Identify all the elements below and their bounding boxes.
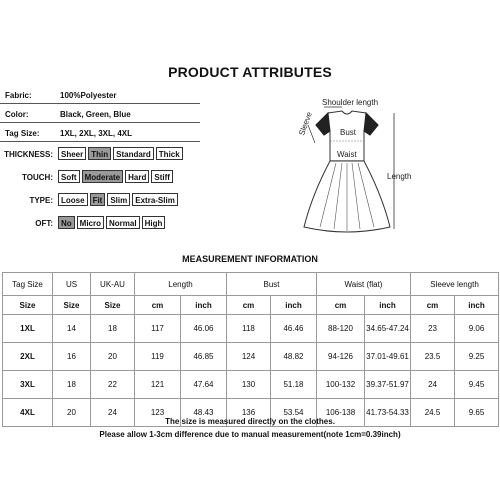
measurement-title: MEASUREMENT INFORMATION xyxy=(182,254,318,264)
table-row xyxy=(3,371,499,399)
table-cell: 53.54 xyxy=(271,399,317,427)
table-cell: 24 xyxy=(91,399,135,427)
label-bust: Bust xyxy=(340,128,357,137)
table-cell: 2XL xyxy=(3,343,53,371)
table-cell: 16 xyxy=(53,343,91,371)
table-cell: 3XL xyxy=(3,371,53,399)
table-subheader-row xyxy=(3,296,499,315)
measurement-table xyxy=(2,272,499,427)
table-cell: 51.18 xyxy=(271,371,317,399)
chip-stiff: Stiff xyxy=(151,170,173,183)
option-touch xyxy=(0,170,53,186)
header-cell: inch xyxy=(365,296,411,315)
table-cell: 1XL xyxy=(3,315,53,343)
chip-micro: Micro xyxy=(77,216,104,229)
chip-moderate: Moderate xyxy=(82,170,124,183)
note-difference: Please allow 1-3cm difference due to manual measurement(note 1cm=0.39inch) xyxy=(99,430,401,439)
table-cell: 14 xyxy=(53,315,91,343)
chip-normal: Normal xyxy=(106,216,140,229)
thickness-chips xyxy=(58,147,183,160)
table-cell: 22 xyxy=(91,371,135,399)
header-cell: Waist (flat) xyxy=(317,273,411,296)
table-cell: 94-126 xyxy=(317,343,365,371)
chip-fit: Fit xyxy=(90,193,106,206)
table-cell: 24 xyxy=(411,371,455,399)
chip-slim: Slim xyxy=(107,193,130,206)
table-cell: 23 xyxy=(411,315,455,343)
table-row xyxy=(3,315,499,343)
table-cell: 41.73-54.33 xyxy=(365,399,411,427)
table-cell: 48.43 xyxy=(181,399,227,427)
attr-value: 1XL, 2XL, 3XL, 4XL xyxy=(60,129,133,138)
table-cell: 4XL xyxy=(3,399,53,427)
chip-thick: Thick xyxy=(156,147,183,160)
header-cell: cm xyxy=(135,296,181,315)
header-cell: Size xyxy=(3,296,53,315)
chip-loose: Loose xyxy=(58,193,88,206)
table-cell: 20 xyxy=(53,399,91,427)
option-oft xyxy=(0,216,53,232)
header-cell: US xyxy=(53,273,91,296)
touch-chips xyxy=(58,170,173,183)
table-cell: 34.65-47.24 xyxy=(365,315,411,343)
option-thickness xyxy=(0,147,53,163)
table-cell: 123 xyxy=(135,399,181,427)
attr-label: Color: xyxy=(5,110,29,119)
table-cell: 9.45 xyxy=(455,371,499,399)
header-cell: cm xyxy=(317,296,365,315)
label-length: Length xyxy=(387,172,412,181)
header-cell: Tag Size xyxy=(3,273,53,296)
table-header-row xyxy=(3,273,499,296)
table-cell: 47.64 xyxy=(181,371,227,399)
header-cell: Sleeve length xyxy=(411,273,499,296)
table-cell: 136 xyxy=(227,399,271,427)
table-cell: 118 xyxy=(227,315,271,343)
header-cell: cm xyxy=(227,296,271,315)
table-cell: 48.82 xyxy=(271,343,317,371)
sleeve-arrow xyxy=(308,125,315,143)
attr-color xyxy=(5,110,131,119)
option-label: TYPE: xyxy=(29,196,53,205)
attr-fabric xyxy=(5,91,117,100)
table-cell: 88-120 xyxy=(317,315,365,343)
table-cell: 9.25 xyxy=(455,343,499,371)
header-cell: cm xyxy=(411,296,455,315)
chip-hard: Hard xyxy=(125,170,149,183)
attr-value: Black, Green, Blue xyxy=(60,110,131,119)
table-cell: 20 xyxy=(91,343,135,371)
attr-tag-size xyxy=(5,129,133,138)
oft-chips xyxy=(58,216,165,229)
chip-thin: Thin xyxy=(88,147,111,160)
table-cell: 117 xyxy=(135,315,181,343)
header-cell: Size xyxy=(53,296,91,315)
header-cell: inch xyxy=(455,296,499,315)
table-cell: 9.65 xyxy=(455,399,499,427)
table-cell: 46.85 xyxy=(181,343,227,371)
chip-extra-slim: Extra-Slim xyxy=(132,193,178,206)
table-cell: 18 xyxy=(53,371,91,399)
divider xyxy=(0,122,200,123)
table-cell: 39.37-51.97 xyxy=(365,371,411,399)
table-cell: 124 xyxy=(227,343,271,371)
chip-no: No xyxy=(58,216,75,229)
option-label: TOUCH: xyxy=(22,173,53,182)
table-cell: 46.46 xyxy=(271,315,317,343)
option-label: THICKNESS: xyxy=(4,150,53,159)
header-cell: inch xyxy=(181,296,227,315)
label-shoulder: Shoulder length xyxy=(322,98,379,107)
table-cell: 9.06 xyxy=(455,315,499,343)
option-type xyxy=(0,193,53,209)
table-cell: 100-132 xyxy=(317,371,365,399)
dress-diagram xyxy=(290,95,430,245)
table-cell: 121 xyxy=(135,371,181,399)
chip-soft: Soft xyxy=(58,170,80,183)
sleeve-left xyxy=(316,113,330,135)
attr-label: Tag Size: xyxy=(5,129,40,138)
header-cell: inch xyxy=(271,296,317,315)
note-measured: The size is measured directly on the clothes. xyxy=(165,417,335,426)
divider xyxy=(0,141,200,142)
option-label: OFT: xyxy=(35,219,53,228)
header-cell: Length xyxy=(135,273,227,296)
attr-value: 100%Polyester xyxy=(60,91,117,100)
table-cell: 23.5 xyxy=(411,343,455,371)
header-cell: Bust xyxy=(227,273,317,296)
type-chips xyxy=(58,193,178,206)
divider xyxy=(0,103,200,104)
attr-label: Fabric: xyxy=(5,91,32,100)
chip-high: High xyxy=(142,216,166,229)
table-cell: 130 xyxy=(227,371,271,399)
table-cell: 24.5 xyxy=(411,399,455,427)
chip-standard: Standard xyxy=(113,147,154,160)
header-cell: UK-AU xyxy=(91,273,135,296)
table-cell: 119 xyxy=(135,343,181,371)
header-cell: Size xyxy=(91,296,135,315)
table-cell: 46.06 xyxy=(181,315,227,343)
table-cell: 37.01-49.61 xyxy=(365,343,411,371)
sleeve-right xyxy=(364,113,378,135)
table-cell: 106-138 xyxy=(317,399,365,427)
table-cell: 18 xyxy=(91,315,135,343)
chip-sheer: Sheer xyxy=(58,147,86,160)
label-sleeve: Sleeve xyxy=(297,110,314,137)
page-title: PRODUCT ATTRIBUTES xyxy=(168,64,332,80)
label-waist: Waist xyxy=(337,150,357,159)
table-row xyxy=(3,343,499,371)
